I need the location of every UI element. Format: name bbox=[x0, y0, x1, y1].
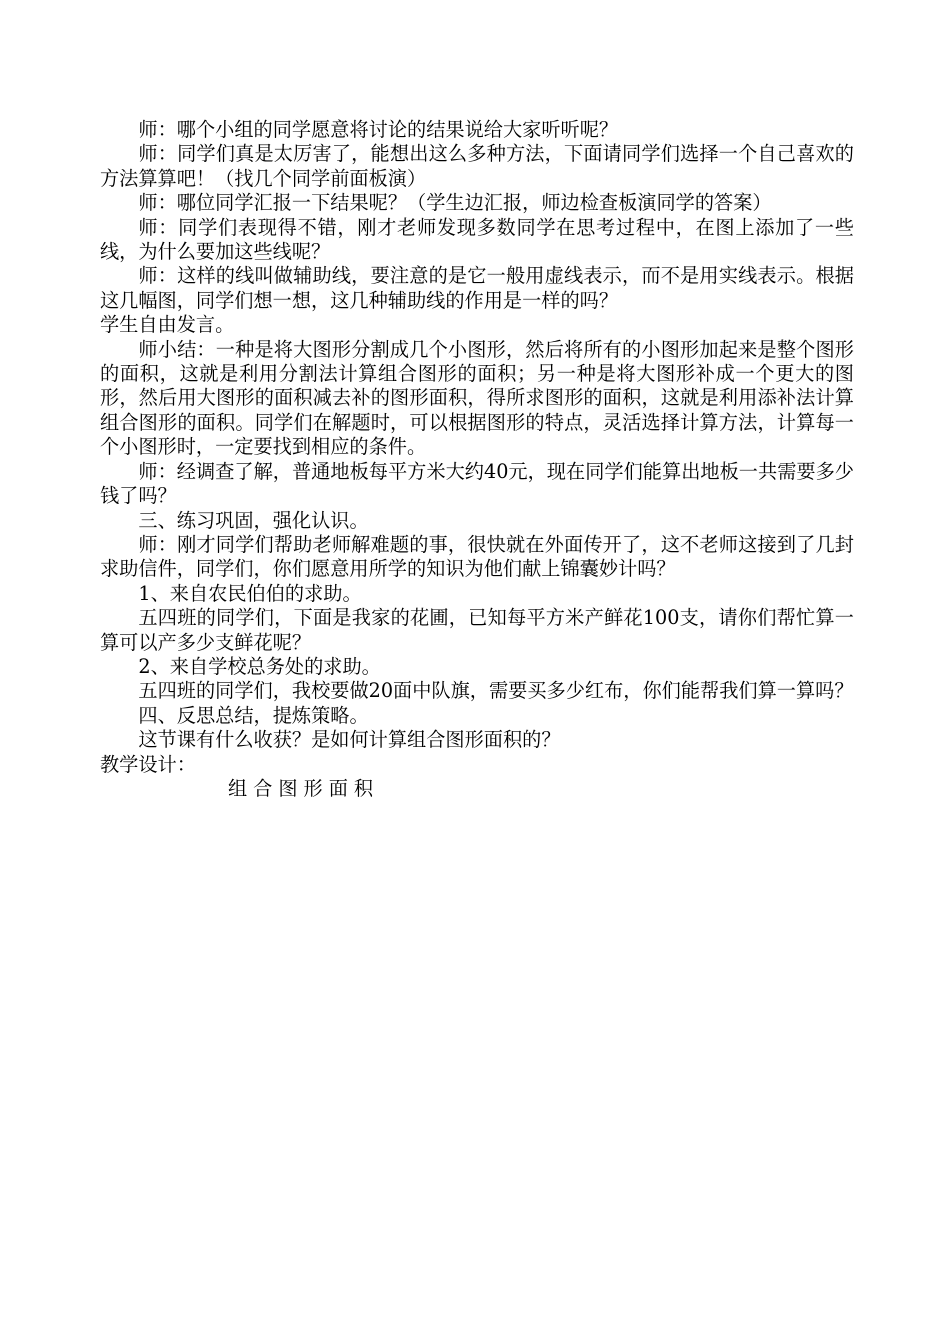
section-heading-3: 三、练习巩固，强化认识。 bbox=[138, 508, 369, 532]
paragraph-5: 师：这样的线叫做辅助线，要注意的是它一般用虚线表示，而不是用实线表示。根据这几幅图，同学们想一想，这几种辅助线的作用是一样的吗？ bbox=[100, 264, 854, 312]
help-request-1-text: 五四班的同学们，下面是我家的花圃，已知每平方米产鲜花100支，请你们帮忙算一算可以产多少支鲜花呢？ bbox=[100, 606, 854, 654]
help-request-2-heading: 2、来自学校总务处的求助。 bbox=[138, 654, 381, 678]
paragraph-8: 师：经调查了解，普通地板每平方米大约40元，现在同学们能算出地板一共需要多少钱了吗？ bbox=[100, 459, 854, 508]
paragraph-4: 师：同学们表现得不错，刚才老师发现多数同学在思考过程中，在图上添加了一些线，为什么要加这些线呢？ bbox=[100, 215, 854, 264]
paragraph-2: 师：同学们真是太厉害了，能想出这么多种方法，下面请同学们选择一个自己喜欢的方法算算吧！（找几个同学前面板演） bbox=[100, 142, 854, 190]
design-title: 组合图形面积 bbox=[228, 776, 380, 800]
paragraph-6: 学生自由发言。 bbox=[100, 313, 235, 337]
teaching-design-label: 教学设计： bbox=[100, 752, 196, 776]
section-heading-4: 四、反思总结，提炼策略。 bbox=[138, 703, 369, 727]
paragraph-1: 师：哪个小组的同学愿意将讨论的结果说给大家听听呢？ bbox=[138, 118, 619, 141]
paragraph-16: 这节课有什么收获？是如何计算组合图形面积的？ bbox=[138, 728, 561, 752]
help-request-2-text: 五四班的同学们，我校要做20面中队旗，需要买多少红布，你们能帮我们算一算吗？ bbox=[138, 679, 854, 703]
document-body bbox=[100, 118, 854, 801]
help-request-1-heading: 1、来自农民伯伯的求助。 bbox=[138, 581, 362, 605]
paragraph-7: 师小结：一种是将大图形分割成几个小图形，然后将所有的小图形加起来是整个图形的面积，这就是利用分割法计算组合图形的面积；另一种是将大图形补成一个更大的图形，然后用大图形的面积减去补的图形面积，得所求图形的面积，这就是利用添补法计算组合图形的面积。同学们在解题时，可以根据图形的特点，灵活选择计算方法，计算每一个小图形时，一定要找到相应的条件。 bbox=[100, 337, 854, 459]
paragraph-3: 师：哪位同学汇报一下结果呢？（学生边汇报，师边检查板演同学的答案） bbox=[138, 191, 772, 215]
paragraph-10: 师：刚才同学们帮助老师解难题的事，很快就在外面传开了，这不老师这接到了几封求助信件，同学们，你们愿意用所学的知识为他们献上锦囊妙计吗？ bbox=[100, 532, 854, 581]
